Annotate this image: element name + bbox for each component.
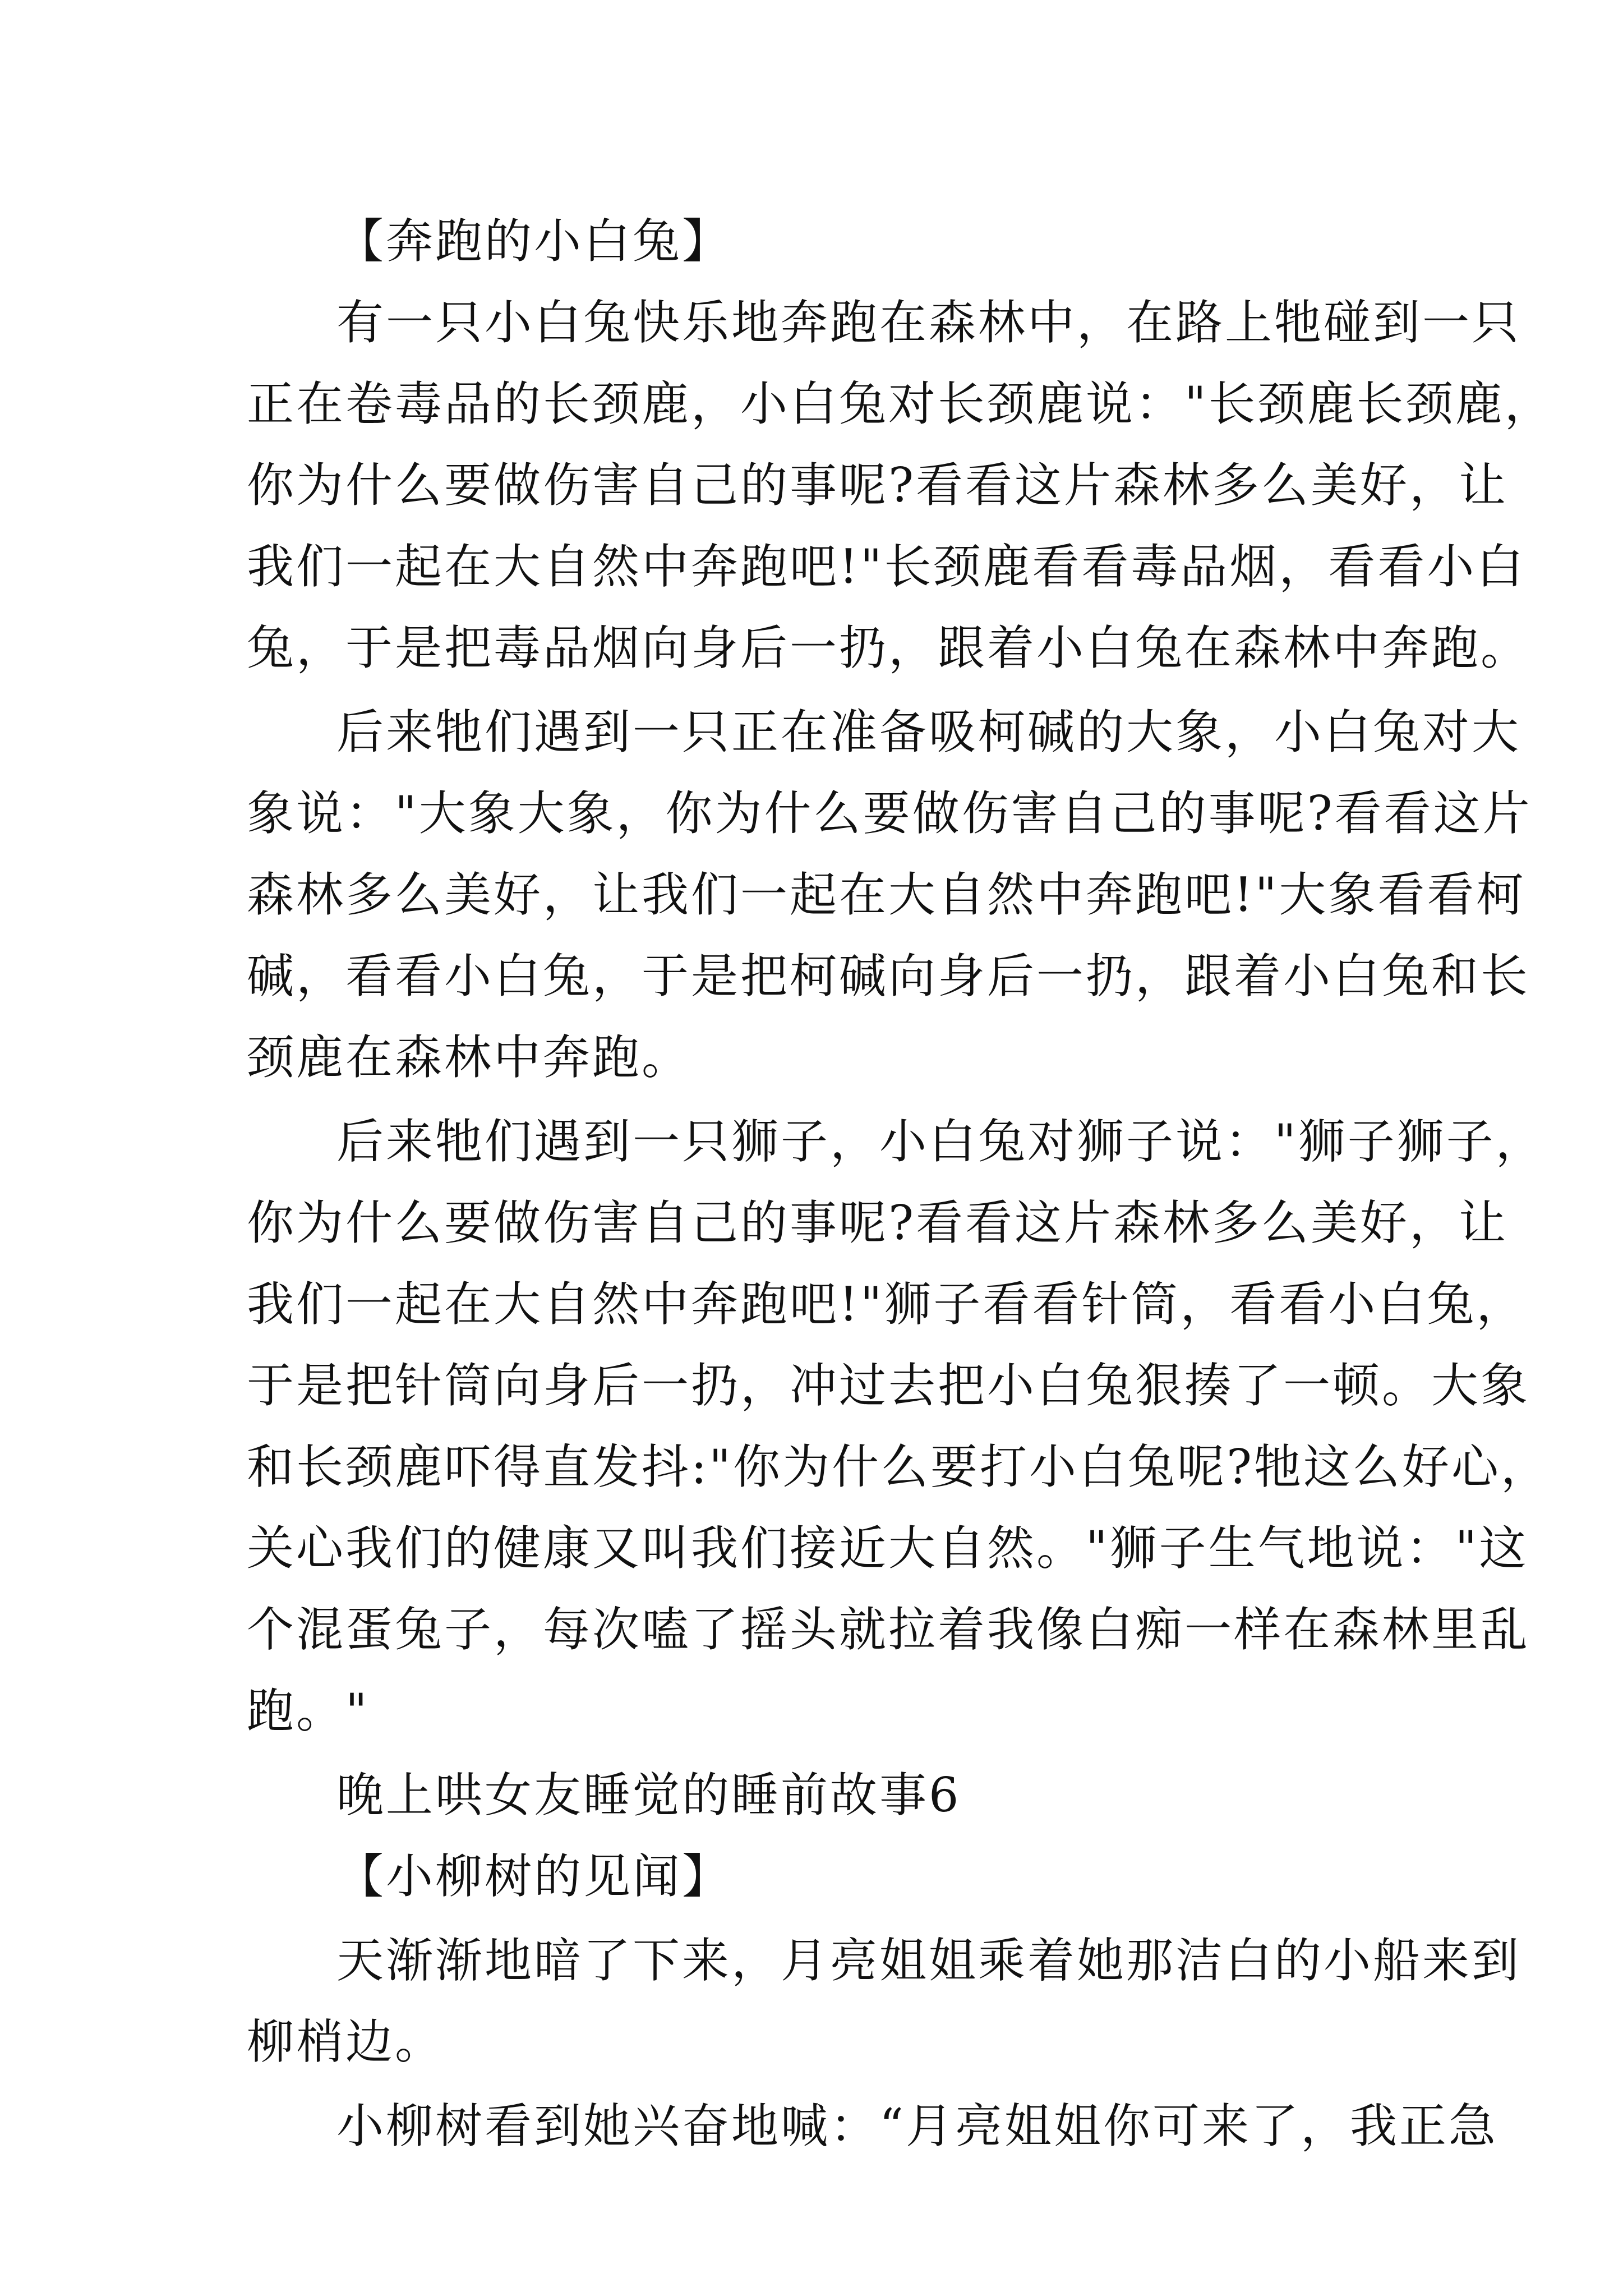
paragraph-line: 跑。" — [247, 1683, 370, 1738]
paragraph-line: 后来牠们遇到一只狮子，小白兔对狮子说："狮子狮子， — [336, 1114, 1545, 1169]
story-title: 晚上哄女友睡觉的睡前故事6 — [336, 1768, 961, 1823]
paragraph-line: 个混蛋兔子，每次嗑了摇头就拉着我像白痴一样在森林里乱 — [247, 1602, 1530, 1657]
paragraph-line: 碱，看看小白兔，于是把柯碱向身后一扔，跟着小白兔和长 — [247, 949, 1530, 1004]
paragraph-line: 你为什么要做伤害自己的事呢?看看这片森林多么美好，让 — [247, 458, 1509, 513]
paragraph-line: 森林多么美好，让我们一起在大自然中奔跑吧!"大象看看柯 — [247, 867, 1526, 922]
paragraph-line: 小柳树看到她兴奋地喊：“月亮姐姐你可来了，我正急 — [336, 2099, 1498, 2154]
paragraph-line: 有一只小白兔快乐地奔跑在森林中，在路上牠碰到一只 — [336, 295, 1521, 350]
paragraph-line: 颈鹿在森林中奔跑。 — [247, 1030, 691, 1085]
section-heading-little-willow: 【小柳树的见闻】 — [336, 1849, 732, 1904]
paragraph-line: 正在卷毒品的长颈鹿，小白兔对长颈鹿说："长颈鹿长颈鹿， — [247, 376, 1554, 431]
paragraph-line: 于是把针筒向身后一扔，冲过去把小白兔狠揍了一顿。大象 — [247, 1358, 1530, 1413]
paragraph-line: 我们一起在大自然中奔跑吧!"狮子看看针筒，看看小白兔， — [247, 1277, 1526, 1332]
paragraph-line: 兔，于是把毒品烟向身后一扔，跟着小白兔在森林中奔跑。 — [247, 620, 1530, 675]
section-heading-running-rabbit: 【奔跑的小白兔】 — [336, 214, 732, 269]
paragraph-line: 我们一起在大自然中奔跑吧!"长颈鹿看看毒品烟，看看小白 — [247, 539, 1526, 594]
paragraph-line: 关心我们的健康又叫我们接近大自然。"狮子生气地说："这 — [247, 1521, 1529, 1576]
paragraph-line: 后来牠们遇到一只正在准备吸柯碱的大象，小白兔对大 — [336, 705, 1521, 760]
paragraph-line: 天渐渐地暗了下来，月亮姐姐乘着她那洁白的小船来到 — [336, 1933, 1521, 1988]
paragraph-line: 柳梢边。 — [247, 2014, 445, 2069]
paragraph-line: 你为什么要做伤害自己的事呢?看看这片森林多么美好，让 — [247, 1195, 1509, 1250]
paragraph-line: 和长颈鹿吓得直发抖:"你为什么要打小白兔呢?牠这么好心， — [247, 1439, 1550, 1494]
paragraph-line: 象说："大象大象，你为什么要做伤害自己的事呢?看看这片 — [247, 786, 1532, 841]
